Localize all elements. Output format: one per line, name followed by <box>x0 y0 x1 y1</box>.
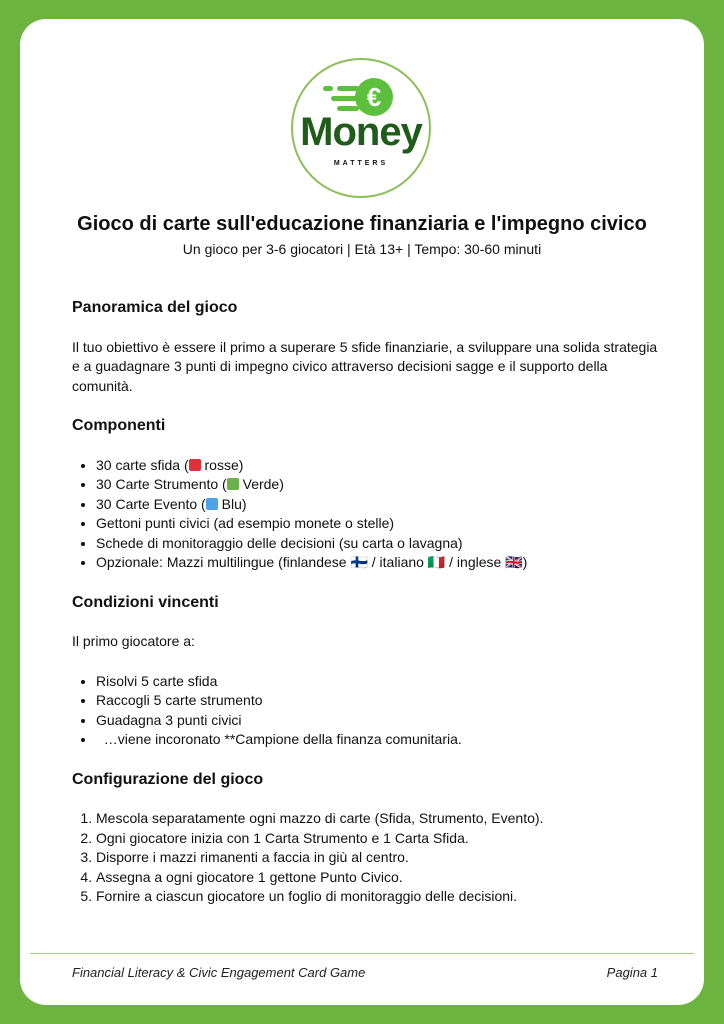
overview-heading: Panoramica del gioco <box>72 299 238 316</box>
list-item: • Risolvi 5 carte sfida <box>96 672 662 692</box>
list-item <box>96 475 662 495</box>
list-item: 5. Fornire a ciascun giocatore un foglio di monitoraggio delle decisioni. <box>96 887 662 907</box>
item-text: 30 Carte Strumento ( <box>96 476 227 492</box>
item-text: Verde) <box>238 476 284 492</box>
item-text: 30 carte sfida ( <box>96 456 189 473</box>
footer-title: Financial Literacy & Civic Engagement Card Game <box>72 965 366 980</box>
page-title: Gioco di carte sull'educazione finanziaria e l'impegno civico <box>77 213 647 235</box>
components-heading: Componenti <box>72 417 166 434</box>
list-item: • Opzionale: Mazzi multilingue (finlandese 🇫🇮 / italiano 🇮🇹 / inglese 🇬🇧) <box>96 553 662 573</box>
color-swatch-icon <box>227 478 239 490</box>
setup-heading: Configurazione del gioco <box>72 770 264 788</box>
list-item: 2. Ogni giocatore inizia con 1 Carta Strumento e 1 Carta Sfida. <box>96 829 662 849</box>
list-item: • Guadagna 3 punti civici <box>96 711 662 731</box>
logo-brand: Money <box>300 110 422 154</box>
list-item: • …viene incoronato **Campione della finanza comunitaria. <box>96 730 662 750</box>
money-matters-logo <box>291 58 431 198</box>
list-item: 1. Mescola separatamente ogni mazzo di carte (Sfida, Strumento, Evento). <box>96 809 662 829</box>
item-text: 30 Carte Evento ( <box>96 495 206 512</box>
color-swatch-icon <box>206 498 218 510</box>
list-item: 4. Assegna a ogni giocatore 1 gettone Punto Civico. <box>96 868 662 888</box>
list-item: • Gettoni punti civici (ad esempio monete o stelle) <box>96 514 662 534</box>
footer-divider <box>30 953 694 954</box>
page-number: Pagina 1 <box>606 965 658 980</box>
logo-tagline: MATTERS <box>333 160 389 167</box>
overview-text: Il tuo obiettivo è essere il primo a superare 5 sfide finanziarie, a sviluppare una solida strategia e a guadagnare 3 punti di impegno civico attraverso decisioni sagge e il supporto della comunità. <box>72 338 658 394</box>
item-text: rosse) <box>200 456 244 473</box>
list-item: • Schede di monitoraggio delle decisioni (su carta o lavagna) <box>96 534 662 554</box>
color-swatch-icon <box>189 459 201 471</box>
list-item: • Raccogli 5 carte strumento <box>96 691 662 711</box>
win-heading: Condizioni vincenti <box>72 593 219 611</box>
subtitle: Un gioco per 3-6 giocatori | Età 13+ | Tempo: 30-60 minuti <box>182 241 542 257</box>
setup-list <box>72 809 662 907</box>
euro-coin-icon: € <box>355 78 393 116</box>
list-item <box>96 456 662 476</box>
components-list <box>72 456 662 573</box>
list-item: 3. Disporre i mazzi rimanenti a faccia in giù al centro. <box>96 848 662 868</box>
item-text: Blu) <box>217 495 247 512</box>
win-intro: Il primo giocatore a: <box>72 633 195 649</box>
win-list <box>72 672 662 750</box>
list-item <box>96 495 662 515</box>
